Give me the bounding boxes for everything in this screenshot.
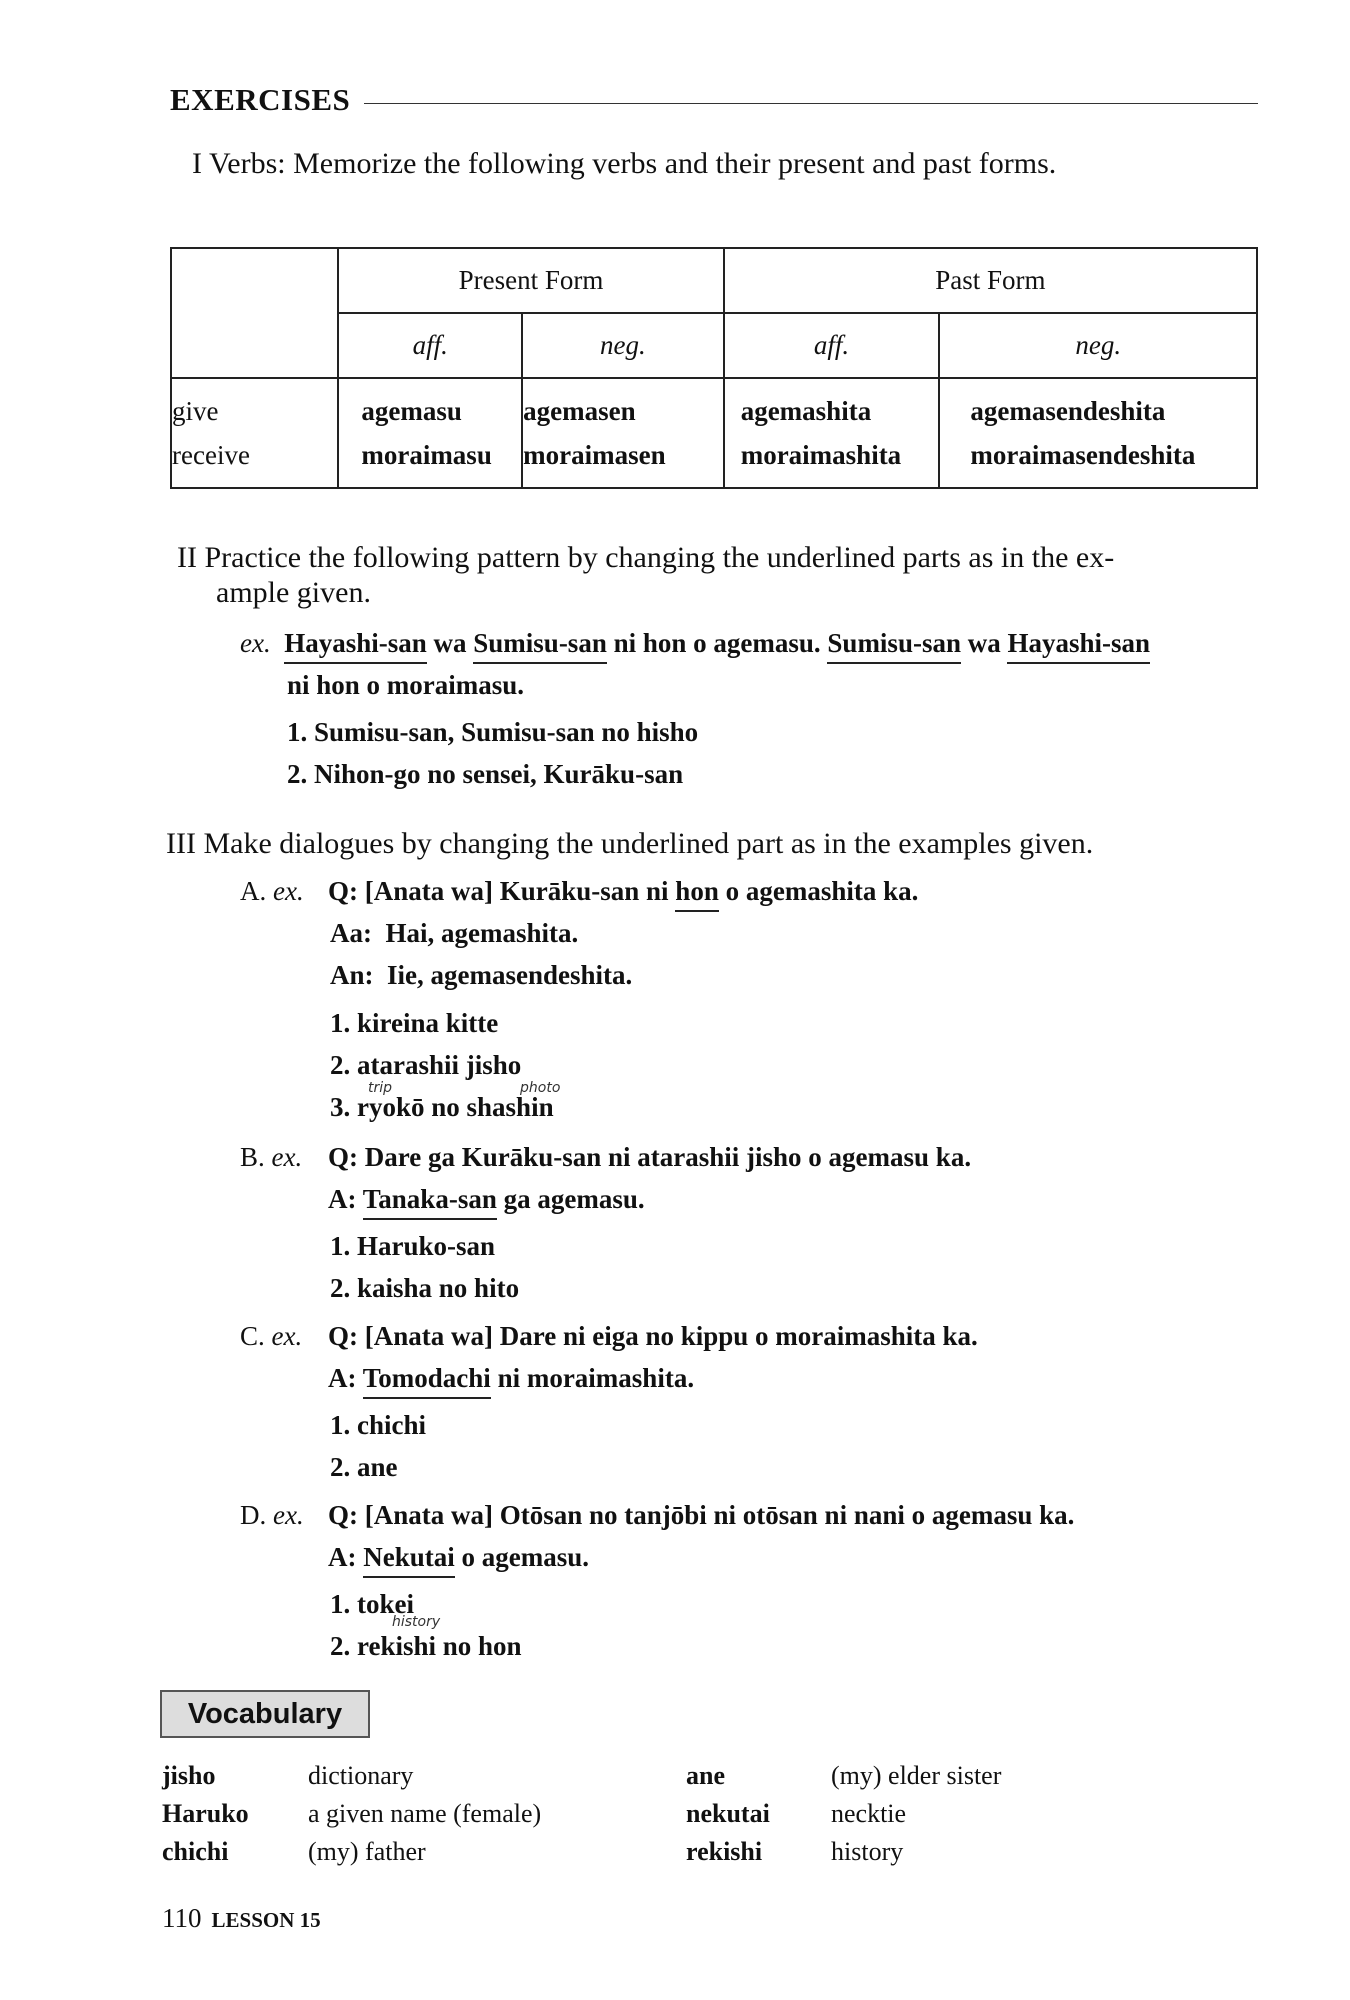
verb-agemashita: agemashita bbox=[740, 396, 872, 426]
part-d-ex: ex. bbox=[273, 1500, 304, 1530]
section-1-instruction bbox=[192, 146, 1056, 182]
ex-wa-2: wa bbox=[960, 628, 1008, 658]
verb-moraimasu: moraimasu bbox=[361, 440, 492, 470]
part-d-label bbox=[240, 1498, 304, 1532]
part-a-answer-negative bbox=[330, 958, 632, 992]
part-d-a-underlined: Nekutai bbox=[363, 1542, 455, 1578]
part-c-letter: C. bbox=[240, 1321, 265, 1351]
past-neg-header: neg. bbox=[939, 313, 1257, 378]
section-1-number: I bbox=[192, 147, 202, 180]
verb-agemasu: agemasu bbox=[361, 396, 462, 426]
section-1-text: Verbs: Memorize the following verbs and their present and past forms. bbox=[208, 147, 1057, 180]
part-c-label bbox=[240, 1319, 302, 1353]
part-b-label bbox=[240, 1140, 302, 1174]
part-d-letter: D. bbox=[240, 1500, 267, 1530]
vocab-term-rekishi: rekishi bbox=[686, 1837, 763, 1866]
heading-text: EXERCISES bbox=[170, 82, 351, 117]
page-number: 110 bbox=[162, 1903, 202, 1933]
part-a-aa-text: Hai, agemashita. bbox=[385, 918, 579, 948]
part-b-letter: B. bbox=[240, 1142, 265, 1172]
part-a-an-text: Iie, agemasendeshita. bbox=[387, 960, 633, 990]
handwritten-note-photo: photo bbox=[520, 1080, 561, 1096]
part-d-a-post: o agemasu. bbox=[454, 1542, 590, 1572]
ex-underlined-1: Hayashi-san bbox=[284, 628, 427, 664]
verb-moraimasen: moraimasen bbox=[523, 440, 666, 470]
part-a-aa-label: Aa: bbox=[330, 918, 372, 948]
section-2-instruction bbox=[177, 540, 1114, 576]
section-3-text: Make dialogues by changing the underlined part as in the examples given. bbox=[203, 827, 1094, 860]
section-2-example bbox=[240, 626, 1150, 660]
vocab-term-haruko: Haruko bbox=[162, 1799, 249, 1828]
part-d-question: Q: [Anata wa] Otōsan no tanjōbi ni otōsan ni nani o agemasu ka. bbox=[328, 1500, 1075, 1530]
part-d-item-1: 1. tokei bbox=[330, 1589, 414, 1619]
part-c-item-2: 2. ane bbox=[330, 1452, 398, 1482]
vocabulary-title: Vocabulary bbox=[187, 1697, 343, 1730]
vocab-gloss-nekutai: necktie bbox=[831, 1799, 907, 1828]
past-form-header: Past Form bbox=[724, 248, 1257, 313]
part-a-item-1: 1. kireina kitte bbox=[330, 1008, 499, 1038]
section-2-line2: ample given. bbox=[216, 576, 371, 609]
present-form-header: Present Form bbox=[338, 248, 723, 313]
ex-wa-1: wa bbox=[426, 628, 474, 658]
present-aff-cell bbox=[338, 378, 522, 488]
section-3-instruction bbox=[166, 826, 1093, 862]
lesson-label: LESSON 15 bbox=[211, 1908, 321, 1932]
present-neg-header: neg. bbox=[522, 313, 724, 378]
part-a-letter: A. bbox=[240, 876, 267, 906]
present-aff-header: aff. bbox=[338, 313, 522, 378]
handwritten-note-history: history bbox=[392, 1614, 441, 1630]
part-c-answer bbox=[328, 1361, 694, 1395]
verb-forms-table bbox=[170, 247, 1258, 489]
part-b-item-1: 1. Haruko-san bbox=[330, 1231, 496, 1261]
verb-agemasen: agemasen bbox=[523, 396, 636, 426]
part-b-a-pre: A: bbox=[328, 1184, 363, 1214]
part-a-ex: ex. bbox=[273, 876, 304, 906]
vocabulary-title-box bbox=[160, 1690, 370, 1738]
page-footer bbox=[162, 1903, 321, 1934]
part-a-item-3: 3. ryokō no shashin bbox=[330, 1092, 554, 1122]
vocab-term-nekutai: nekutai bbox=[686, 1799, 770, 1828]
part-a-an-label: An: bbox=[330, 960, 374, 990]
vocab-term-jisho: jisho bbox=[162, 1761, 216, 1790]
part-c-item-1: 1. chichi bbox=[330, 1410, 427, 1440]
part-b-ex: ex. bbox=[271, 1142, 303, 1172]
vocab-term-chichi: chichi bbox=[162, 1837, 229, 1866]
ex-underlined-2: Sumisu-san bbox=[473, 628, 607, 664]
part-a-question bbox=[328, 874, 918, 908]
part-a-label bbox=[240, 874, 304, 908]
part-c-a-post: ni moraimashita. bbox=[490, 1363, 695, 1393]
past-neg-cell bbox=[939, 378, 1257, 488]
part-d-item-2: 2. rekishi no hon bbox=[330, 1631, 522, 1661]
verb-agemasendeshita: agemasendeshita bbox=[970, 396, 1166, 426]
verb-moraimashita: moraimashita bbox=[740, 440, 902, 470]
ex-underlined-3: Sumisu-san bbox=[827, 628, 961, 664]
part-b-item-2: 2. kaisha no hito bbox=[330, 1273, 520, 1303]
part-d-a-pre: A: bbox=[328, 1542, 364, 1572]
part-b-answer bbox=[328, 1182, 645, 1216]
vocab-term-ane: ane bbox=[686, 1761, 725, 1790]
part-c-a-pre: A: bbox=[328, 1363, 363, 1393]
section-3-number: III bbox=[166, 827, 196, 860]
past-aff-cell bbox=[724, 378, 940, 488]
section-2-item-1: 1. Sumisu-san, Sumisu-san no hisho bbox=[287, 717, 699, 747]
present-neg-cell bbox=[522, 378, 724, 488]
vocab-gloss-rekishi: history bbox=[831, 1837, 904, 1866]
section-2-number: II bbox=[177, 541, 197, 574]
part-a-q-pre: Q: [Anata wa] Kurāku-san ni bbox=[328, 876, 676, 906]
part-b-question: Q: Dare ga Kurāku-san ni atarashii jisho o agemasu ka. bbox=[328, 1142, 972, 1172]
part-a-q-underlined: hon bbox=[675, 876, 719, 912]
part-a-q-post: o agemashita ka. bbox=[718, 876, 919, 906]
table-corner-cell bbox=[171, 248, 338, 378]
vocab-gloss-ane: (my) elder sister bbox=[831, 1761, 1002, 1790]
part-a-answer-affirmative bbox=[330, 916, 578, 950]
part-a-item-2: 2. atarashii jisho bbox=[330, 1050, 522, 1080]
part-c-a-underlined: Tomodachi bbox=[363, 1363, 491, 1399]
vocab-gloss-chichi: (my) father bbox=[308, 1837, 426, 1866]
verb-moraimasendeshita: moraimasendeshita bbox=[970, 440, 1196, 470]
past-aff-header: aff. bbox=[724, 313, 940, 378]
part-c-question: Q: [Anata wa] Dare ni eiga no kippu o moraimashita ka. bbox=[328, 1321, 978, 1351]
section-2-line1: Practice the following pattern by changing the underlined parts as in the ex- bbox=[204, 541, 1115, 574]
gloss-receive: receive bbox=[172, 440, 250, 470]
part-c-ex: ex. bbox=[271, 1321, 303, 1351]
vocab-gloss-jisho: dictionary bbox=[308, 1761, 414, 1790]
exercises-heading bbox=[170, 82, 1258, 118]
heading-rule bbox=[364, 103, 1258, 104]
section-2-item-2: 2. Nihon-go no sensei, Kurāku-san bbox=[287, 759, 684, 789]
part-b-a-post: ga agemasu. bbox=[496, 1184, 645, 1214]
part-b-a-underlined: Tanaka-san bbox=[363, 1184, 497, 1220]
ex-underlined-4: Hayashi-san bbox=[1007, 628, 1150, 664]
vocab-gloss-haruko: a given name (female) bbox=[308, 1799, 542, 1828]
ex-middle: ni hon o agemasu. bbox=[606, 628, 828, 658]
ex-line-2: ni hon o moraimasu. bbox=[287, 670, 525, 700]
ex-label: ex. bbox=[240, 628, 271, 658]
part-d-answer bbox=[328, 1540, 589, 1574]
gloss-cell bbox=[171, 378, 338, 488]
handwritten-note-trip: trip bbox=[368, 1080, 393, 1096]
gloss-give: give bbox=[172, 396, 219, 426]
